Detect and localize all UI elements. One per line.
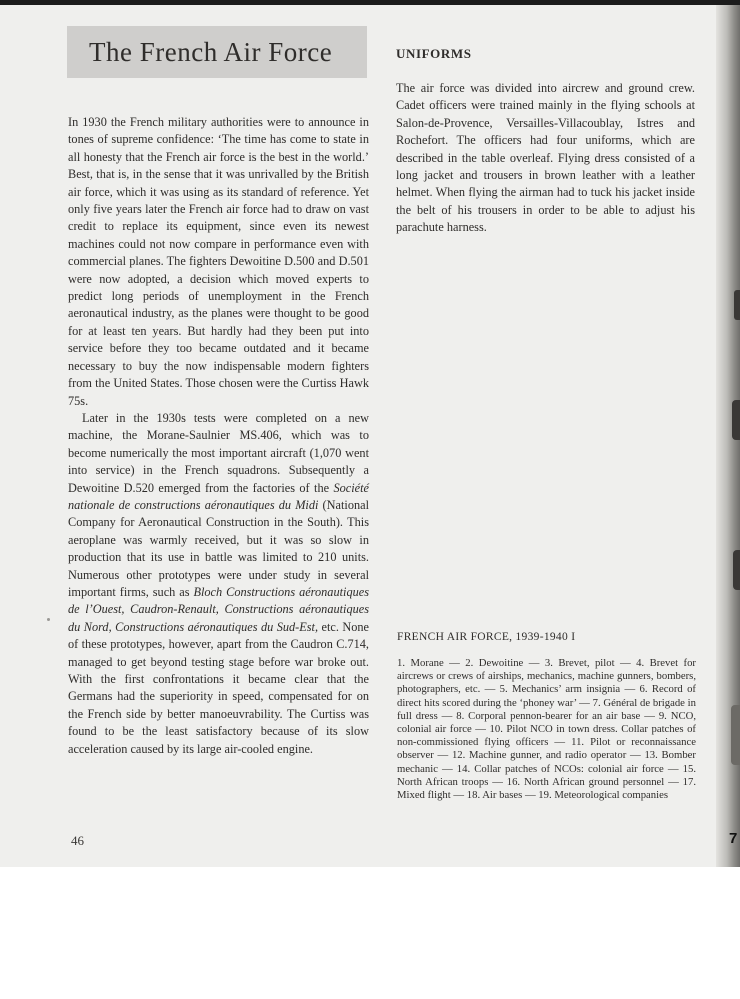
plate-caption-body [397,657,696,802]
body-paragraph [68,410,369,758]
body-text-left-column [68,114,369,758]
text-run: In 1930 the French military authorities were to announce in tones of supreme confidence: ‘The time has come to state in all honesty that the French air force is the best in the world.’ Best, that is, in the sense that it was unrivalled by the British air force, which it was using as its standard of reference. Yet only five years later the French air force had to draw on vast credit to replace its equipment, since even its newest machines could not now compare in performance even with commercial planes. The fighters Dewoitine D.500 and D.501 were now adopted, a decision which moved experts to predict long periods of unemployment in the French aeronautical industry, as the planes were thought to be good for at least ten years. But hardly had they been put into service before they too became outdated and it became necessary to buy the now indispensable modern fighters from the United States. Those chosen were the Curtiss Hawk 75s. [68,115,369,408]
spine-illustration-fragment [731,705,740,765]
margin-speck [47,618,50,621]
text-run: etc. None of these prototypes, however, apart from the Caudron C.714, managed to get beyond testing stage before war broke out. With the first confrontations it became clear that the Germans had the superiority in speed, compensated for on the French side by better manoeuvrability. The Curtiss was found to be the least satisfactory because of its slow acceleration caused by its large air-cooled engine. [68,619,369,756]
plate-caption-text: 1. Morane — 2. Dewoitine — 3. Brevet, pilot — 4. Brevet for aircrews or crews of airships, mechanics, machine gunners, bombers, photographers, etc. — 5. Mechanics’ arm insignia — 6. Record of direct hits scored during the ‘phoney war’ — 7. Général de brigade in full dress — 8. Corporal pennon-bearer for an air base — 9. NCO, colonial air force — 10. Pilot NCO in town dress. Collar patches of non-commissioned flying officers — 11. Pilot or reconnaissance observer — 12. Machine gunner, and radio operator — 13. Bomber mechanic — 14. Collar patches of NCOs: colonial air force — 15. North African troops — 16. North African ground personnel — 17. Mixed flight — 18. Air bases — 19. Meteorological companies [397,657,696,802]
text-run: Later in the 1930s tests were completed on a new machine, the Morane-Saulnier MS.406, which was to become numerically the most important aircraft (1,070 went into service) in the French squadrons. Subsequently a Dewoitine D.520 emerged from the factories of the [68,410,369,495]
spine-illustration-fragment [732,400,740,440]
section-heading-uniforms: UNIFORMS [396,46,472,61]
body-text-right-column [396,80,695,237]
plate-caption-heading: FRENCH AIR FORCE, 1939-1940 I [397,631,576,643]
page-spine-edge [716,5,740,867]
facing-page-number: 7 [729,830,738,847]
uniforms-paragraph: The air force was divided into aircrew and ground crew. Cadet officers were trained mainly in the flying schools at Salon-de-Provence, Versailles-Villacoublay, Istres and Rochefort. The officers had four uniforms, which are described in the table overleaf. Flying dress consisted of a long jacket and trousers in brown leather with a leather helmet. When flying the airman had to tuck his jacket inside the belt of his trousers in order to be able to adjust his parachute harness. [396,81,695,235]
page-title: The French Air Force [67,26,367,78]
body-paragraph [68,114,369,410]
italic-text-run: Société nationale de constructions aéronautiques du Midi [68,480,369,512]
page-number: 46 [71,833,84,848]
italic-text-run: Bloch Constructions aéronautiques de l’Ouest, Caudron-Renault, Constructions aéronautiques du Nord, Constructions aéronautiques du Sud-Est, [68,584,369,634]
spine-illustration-fragment [733,550,740,590]
text-run: (National Company for Aeronautical Construction in the South). This aeroplane was warmly received, but it was so slow in production that its use in battle was limited to 210 units. Numerous other prototypes were under study in several important firms, such as [68,497,369,599]
spine-illustration-fragment [734,290,740,320]
